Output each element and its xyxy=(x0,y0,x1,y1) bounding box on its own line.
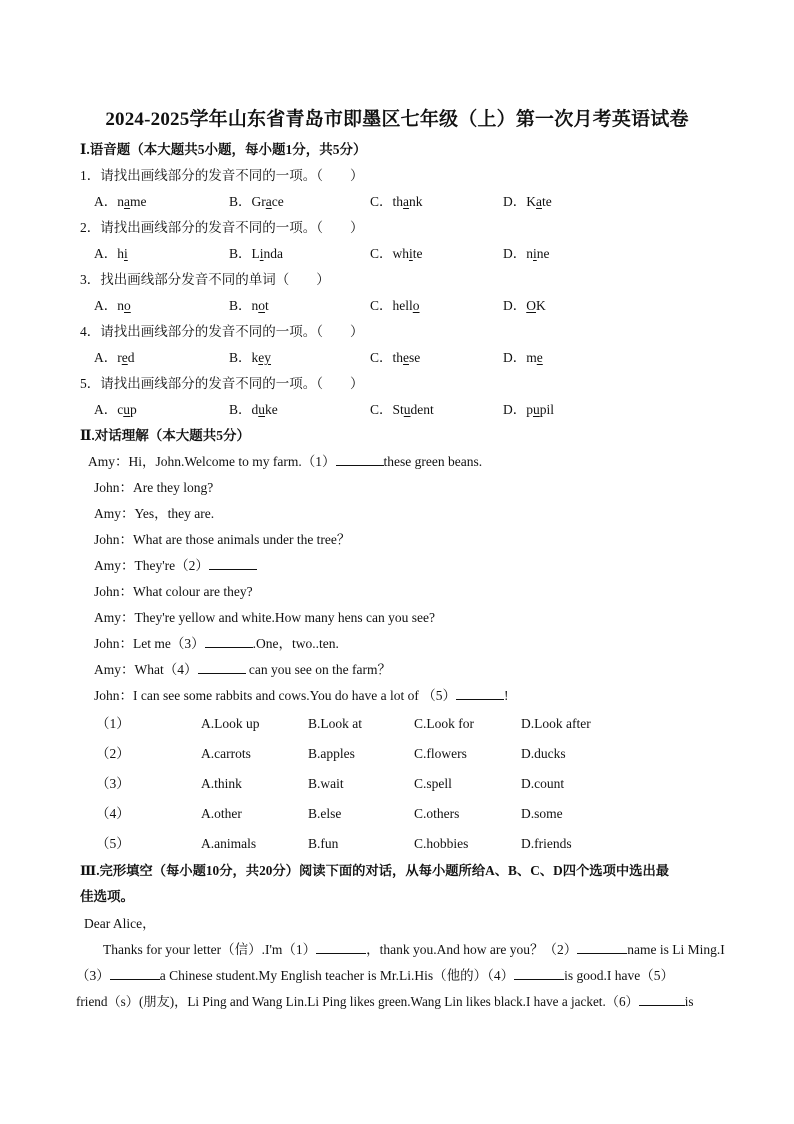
q2-option-b: B．Linda xyxy=(229,246,284,261)
answer-blank[interactable] xyxy=(336,453,384,466)
choice-b: B.wait xyxy=(308,776,344,791)
q4-stem: 4．请找出画线部分的发音不同的一项。（ ） xyxy=(80,324,364,339)
answer-blank[interactable] xyxy=(577,941,627,954)
choice-d: D.Look after xyxy=(521,716,591,731)
answer-blank[interactable] xyxy=(514,967,564,980)
choice-d: D.some xyxy=(521,806,563,821)
letter-greeting: Dear Alice， xyxy=(84,916,156,931)
choice-d: D.friends xyxy=(521,836,572,851)
q2-option-c: C．white xyxy=(370,246,423,261)
choice-num: （2） xyxy=(96,746,130,761)
dialogue-line-2: John：Are they long? xyxy=(94,480,214,495)
q3-stem: 3．找出画线部分发音不同的单词（ ） xyxy=(80,272,330,287)
choice-num: （1） xyxy=(96,716,130,731)
choice-a: A.carrots xyxy=(201,746,251,761)
answer-blank[interactable] xyxy=(639,993,685,1006)
section3-heading-cont: 佳选项。 xyxy=(80,889,134,904)
q5-stem: 5．请找出画线部分的发音不同的一项。（ ） xyxy=(80,376,364,391)
choice-c: C.others xyxy=(414,806,460,821)
choice-num: （3） xyxy=(96,776,130,791)
choice-c: C.spell xyxy=(414,776,452,791)
q5-option-b: B．duke xyxy=(229,402,278,417)
q1-option-c: C．thank xyxy=(370,194,423,209)
q4-option-b: B．key xyxy=(229,350,272,365)
q2-option-d: D．nine xyxy=(503,246,550,261)
dialogue-line-5: Amy：They're（2） xyxy=(94,557,257,575)
q1-option-b: B．Grace xyxy=(229,194,284,209)
page-title: 2024-2025学年山东省青岛市即墨区七年级（上）第一次月考英语试卷 xyxy=(105,109,689,130)
answer-blank[interactable] xyxy=(316,941,366,954)
q1-option-a: A．name xyxy=(94,194,147,209)
passage-line-3: friend（s）(朋友)，Li Ping and Wang Lin.Li Ping likes green.Wang Lin likes black.I have a jacket.（6） is xyxy=(76,994,694,1009)
answer-blank[interactable] xyxy=(205,635,253,648)
choice-c: C.Look for xyxy=(414,716,474,731)
choice-d: D.count xyxy=(521,776,565,791)
q1-option-d: D．Kate xyxy=(503,194,552,209)
q4-option-d: D．me xyxy=(503,350,543,365)
dialogue-line-8: John：Let me（3） .One，two..ten. xyxy=(94,636,339,651)
q4-option-a: A．red xyxy=(94,350,135,365)
choice-num: （4） xyxy=(96,806,130,821)
dialogue-line-10: John：I can see some rabbits and cows.You do have a lot of （5） ! xyxy=(94,688,509,703)
section2-heading: Ⅱ.对话理解（本大题共5分） xyxy=(80,428,251,443)
choice-b: B.else xyxy=(308,806,342,821)
choice-a: A.think xyxy=(201,776,242,791)
q3-option-a: A．no xyxy=(94,298,131,313)
q3-option-b: B．not xyxy=(229,298,269,313)
dialogue-line-1: Amy：Hi，John.Welcome to my farm.（1） these green beans. xyxy=(88,454,483,469)
dialogue-line-3: Amy：Yes，they are. xyxy=(94,506,215,521)
dialogue-line-9: Amy：What（4） can you see on the farm？ xyxy=(94,662,391,677)
choice-a: A.Look up xyxy=(201,716,260,731)
choice-c: C.hobbies xyxy=(414,836,469,851)
q3-option-c: C．hello xyxy=(370,298,420,313)
section1-heading: Ⅰ.语音题（本大题共5小题，每小题1分，共5分） xyxy=(80,142,367,157)
dialogue-line-6: John：What colour are they? xyxy=(94,584,253,599)
dialogue-line-7: Amy：They're yellow and white.How many hens can you see? xyxy=(94,610,435,625)
answer-blank[interactable] xyxy=(456,687,504,700)
passage-line-2: （3） a Chinese student.My English teacher is Mr.Li.His（他的）（4） is good.I have（5） xyxy=(76,968,674,983)
choice-a: A.other xyxy=(201,806,242,821)
q3-option-d: D．OK xyxy=(503,298,546,313)
q1-stem: 1．请找出画线部分的发音不同的一项。（ ） xyxy=(80,168,364,183)
choice-b: B.fun xyxy=(308,836,339,851)
choice-c: C.flowers xyxy=(414,746,467,761)
q5-option-a: A．cup xyxy=(94,402,137,417)
section3-heading: Ⅲ.完形填空（每小题10分，共20分）阅读下面的对话，从每小题所给A、B、C、D四个选项中选出最 xyxy=(80,863,670,878)
q2-stem: 2．请找出画线部分的发音不同的一项。（ ） xyxy=(80,220,364,235)
passage-line-1: Thanks for your letter（信）.I'm（1） ，thank you.And how are you？（2） name is Li Ming.I xyxy=(103,942,725,957)
choice-b: B.apples xyxy=(308,746,355,761)
q5-option-c: C．Student xyxy=(370,402,434,417)
answer-blank[interactable] xyxy=(110,967,160,980)
choice-a: A.animals xyxy=(201,836,257,851)
q2-option-a: A．hi xyxy=(94,246,128,261)
answer-blank[interactable] xyxy=(198,661,246,674)
answer-blank[interactable] xyxy=(209,557,257,570)
q4-option-c: C．these xyxy=(370,350,421,365)
choice-d: D.ducks xyxy=(521,746,566,761)
choice-num: （5） xyxy=(96,836,130,851)
choice-b: B.Look at xyxy=(308,716,362,731)
q5-option-d: D．pupil xyxy=(503,402,555,417)
dialogue-line-4: John：What are those animals under the tree？ xyxy=(94,532,351,547)
